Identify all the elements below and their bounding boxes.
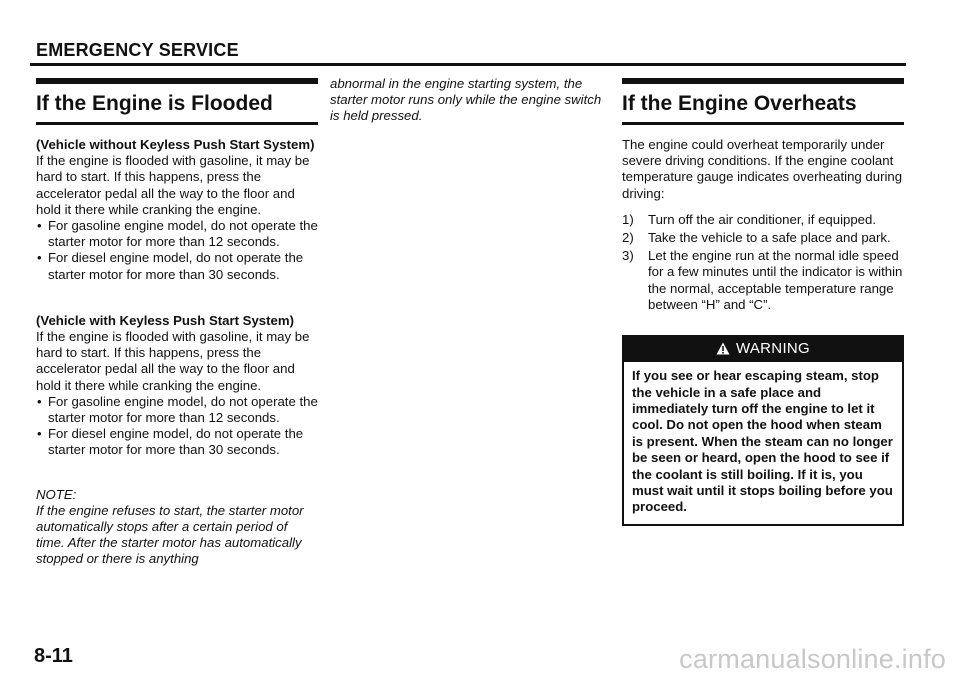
overheats-steps — [622, 212, 904, 313]
flooded-paragraph-1: If the engine is flooded with gasoline, it may be hard to start. If this happens, press the accelerator pedal all the way to the floor and hold it there while cranking the engine. — [36, 153, 310, 217]
watermark-text: carmanualsonline.info — [679, 644, 946, 674]
warning-text: If you see or hear escaping steam, stop the vehicle in a safe place and immediately turn off the engine to let it cool. Do not open the hood when steam is present. When the steam can no longer be seen or heard, open the hood to see if the coolant is still boiling. If it is, you must wait until it stops boiling before you proceed. — [632, 368, 893, 515]
overheats-column — [622, 78, 904, 526]
note-text: If the engine refuses to start, the starter motor automatically stops after a certain period of time. After the starter motor has automatically stopped or there is anything — [36, 502, 304, 567]
warning-box — [622, 335, 904, 526]
step-number: 1) — [622, 211, 634, 227]
bullet-list-1 — [36, 218, 318, 283]
step-item — [622, 248, 904, 313]
bullet-item: • For diesel engine model, do not operate the starter motor for more than 30 seconds. — [48, 426, 318, 458]
subheading-with-keyless: (Vehicle with Keyless Push Start System) — [36, 312, 294, 328]
page-header-title: EMERGENCY SERVICE — [36, 40, 239, 60]
flooded-column — [36, 78, 318, 568]
note-continuation: abnormal in the engine starting system, the starter motor runs only while the engine switch is held pressed. — [330, 76, 602, 124]
bullet-item: • For gasoline engine model, do not operate the starter motor for more than 12 seconds. — [48, 218, 318, 250]
bullet-list-2 — [36, 394, 318, 459]
section-bar-bottom — [36, 122, 318, 125]
overheats-section-title: If the Engine Overheats — [622, 92, 857, 115]
subheading-without-keyless: (Vehicle without Keyless Push Start System) — [36, 137, 315, 152]
step-item — [622, 212, 904, 228]
bullet-item: • For gasoline engine model, do not operate the starter motor for more than 12 seconds. — [48, 394, 318, 426]
note-label: NOTE: — [36, 486, 77, 502]
flooded-paragraph-2: If the engine is flooded with gasoline, it may be hard to start. If this happens, press the accelerator pedal all the way to the floor and hold it there while cranking the engine. — [36, 329, 310, 393]
header-rule — [30, 63, 906, 66]
step-text: Turn off the air conditioner, if equipped. — [648, 211, 876, 227]
warning-label: WARNING — [735, 340, 811, 358]
warning-header — [624, 337, 902, 362]
section-bar-top — [36, 78, 318, 84]
overheats-intro: The engine could overheat temporarily under severe driving conditions. If the engine coolant temperature gauge indicates overheating during driving: — [622, 137, 903, 201]
step-text: Take the vehicle to a safe place and park. — [648, 230, 891, 246]
step-text: Let the engine run at the normal idle speed for a few minutes until the indicator is within the normal, acceptable temperature range between “H” and “C”. — [648, 248, 903, 312]
page-number: 8-11 — [34, 645, 73, 667]
section-bar-top — [622, 78, 904, 84]
section-bar-bottom — [622, 122, 904, 125]
flooded-section-title: If the Engine is Flooded — [36, 92, 273, 115]
step-number: 2) — [622, 230, 634, 246]
warning-triangle-icon — [716, 342, 730, 355]
step-number: 3) — [622, 248, 634, 264]
step-item — [622, 230, 904, 246]
bullet-item: • For diesel engine model, do not operate the starter motor for more than 30 seconds. — [48, 250, 318, 282]
note-continuation-column — [330, 76, 608, 125]
